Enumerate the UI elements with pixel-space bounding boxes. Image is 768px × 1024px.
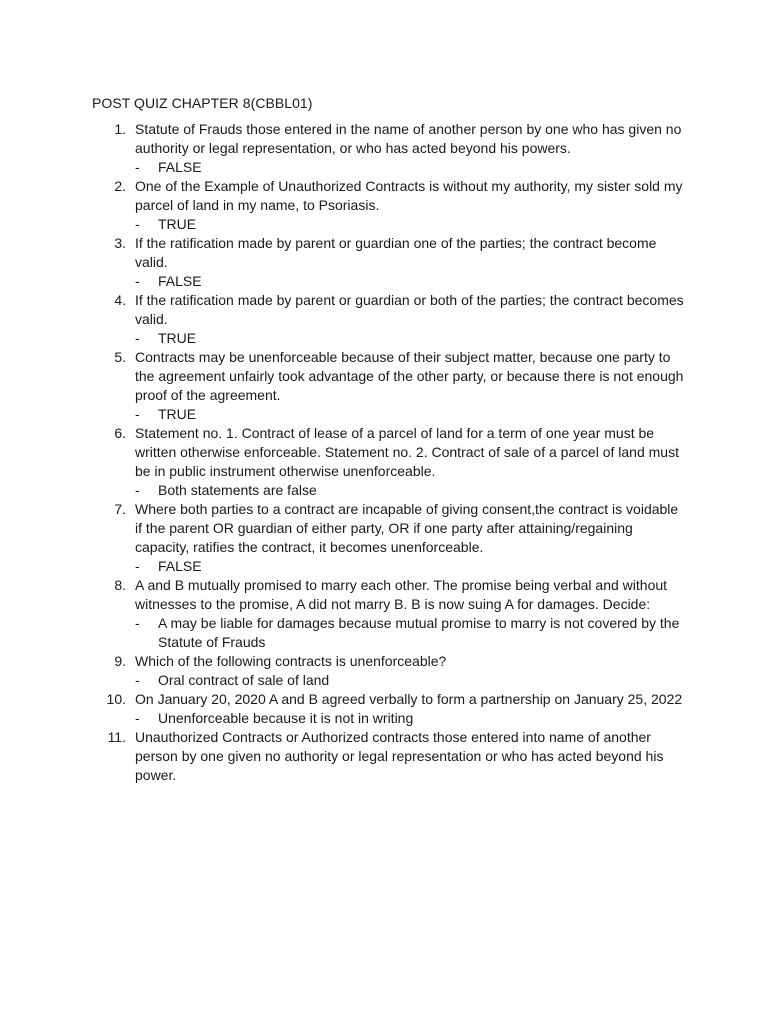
answer-text: FALSE [158,159,202,175]
answer-dash: - [135,330,140,346]
question-number: 10. [106,691,126,707]
question-item [92,348,688,424]
question-text: Statement no. 1. Contract of lease of a parcel of land for a term of one year must be written otherwise enforceable. Statement no. 2. Contract of sale of a parcel of land must be in public instrument otherwise unenforceable. [135,425,679,479]
answer-text: Both statements are false [158,482,317,498]
question-number: 9. [114,653,126,669]
question-number: 4. [114,292,126,308]
answer-text: FALSE [158,558,202,574]
question-item [92,120,688,177]
question-number: 2. [114,178,126,194]
answer-line [135,405,688,424]
question-number: 3. [114,235,126,251]
question-list [92,120,688,785]
question-number: 5. [114,349,126,365]
answer-line [135,481,688,500]
question-text: Which of the following contracts is unenforceable? [135,653,447,669]
answer-text: Unenforceable because it is not in writing [158,710,414,726]
answer-line [135,614,688,652]
question-item [92,234,688,291]
answer-text: TRUE [158,330,197,346]
answer-dash: - [135,273,140,289]
question-item [92,291,688,348]
question-item [92,424,688,500]
question-item [92,500,688,576]
answer-dash: - [135,710,140,726]
answer-text: Oral contract of sale of land [158,672,330,688]
question-item [92,690,688,728]
answer-dash: - [135,672,140,688]
document-title: POST QUIZ CHAPTER 8(CBBL01) [92,95,313,111]
answer-dash: - [135,406,140,422]
question-item [92,576,688,652]
question-text: Unauthorized Contracts or Authorized contracts those entered into name of another person by one given no authority or legal representation or who has acted beyond his power. [135,729,664,783]
answer-line [135,557,688,576]
answer-dash: - [135,159,140,175]
answer-line [135,158,688,177]
answer-text: FALSE [158,273,202,289]
answer-dash: - [135,558,140,574]
question-item [92,652,688,690]
answer-line [135,215,688,234]
question-text: Where both parties to a contract are incapable of giving consent,the contract is voidable if the parent OR guardian of either party, OR if one party after attaining/regaining capacity, ratifies the contract, it becomes unenforceable. [135,501,679,555]
answer-line [135,329,688,348]
answer-text: A may be liable for damages because mutual promise to marry is not covered by the Statute of Frauds [158,615,680,650]
question-text: On January 20, 2020 A and B agreed verbally to form a partnership on January 25, 2022 [135,691,683,707]
question-item [92,177,688,234]
question-text: A and B mutually promised to marry each other. The promise being verbal and without witnesses to the promise, A did not marry B. B is now suing A for damages. Decide: [135,577,668,612]
question-number: 7. [114,501,126,517]
question-item [92,728,688,785]
answer-line [135,272,688,291]
question-number: 6. [114,425,126,441]
answer-text: TRUE [158,216,197,232]
question-number: 8. [114,577,126,593]
question-text: Statute of Frauds those entered in the name of another person by one who has given no authority or legal representation, or who has acted beyond his powers. [135,121,682,156]
answer-line [135,671,688,690]
question-text: If the ratification made by parent or guardian or both of the parties; the contract becomes valid. [135,292,684,327]
answer-line [135,709,688,728]
question-text: If the ratification made by parent or guardian one of the parties; the contract become valid. [135,235,657,270]
question-number: 11. [107,729,126,745]
answer-dash: - [135,482,140,498]
question-text: Contracts may be unenforceable because of their subject matter, because one party to the agreement unfairly took advantage of the other party, or because there is not enough proof of the agreement. [135,349,684,403]
answer-dash: - [135,615,140,631]
question-text: One of the Example of Unauthorized Contracts is without my authority, my sister sold my parcel of land in my name, to Psoriasis. [135,178,683,213]
answer-text: TRUE [158,406,197,422]
question-number: 1. [114,121,126,137]
answer-dash: - [135,216,140,232]
